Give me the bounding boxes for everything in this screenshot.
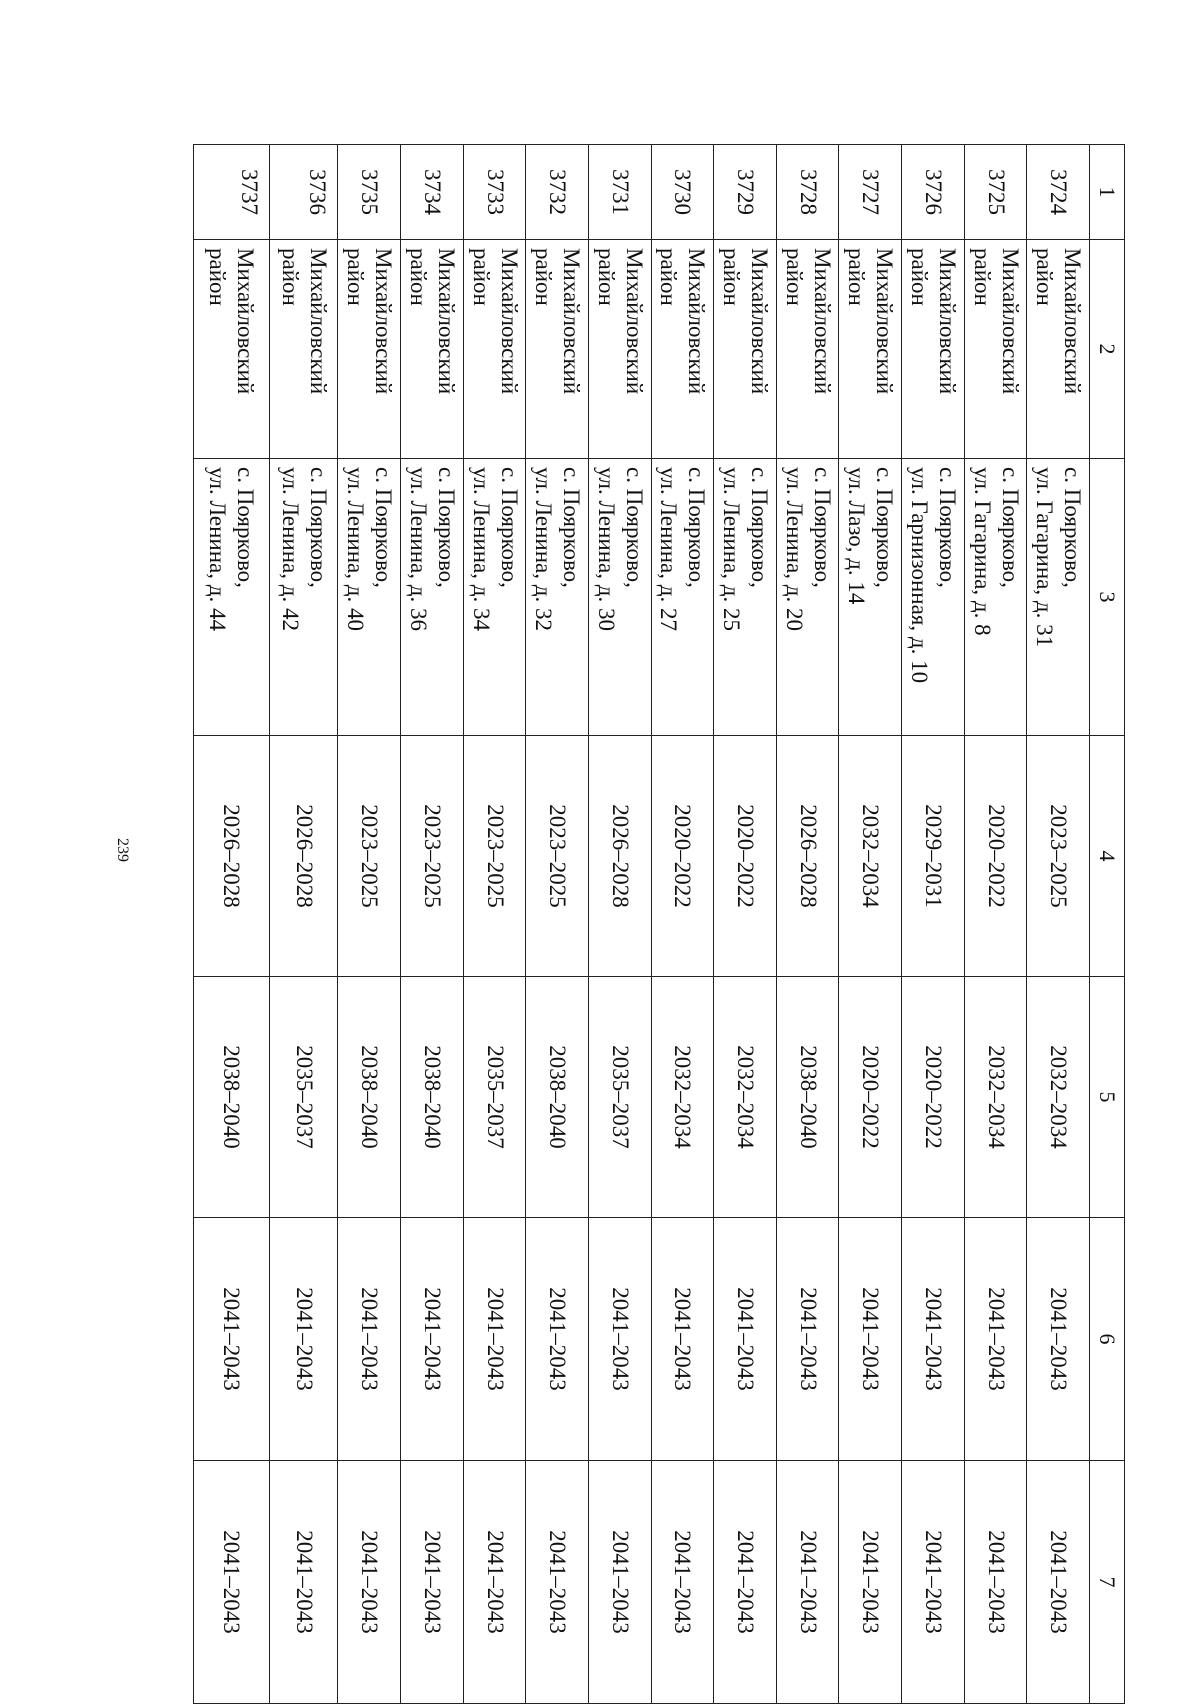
period-col-6-cell: 2041–2043	[1027, 1218, 1090, 1461]
district-line: Михайловский	[496, 248, 522, 395]
address-line: ул. Ленина, д. 44	[205, 467, 231, 631]
district-line: Михайловский	[934, 248, 960, 395]
address-line: ул. Ленина, д. 25	[719, 467, 745, 631]
district-cell	[194, 240, 270, 459]
table-row	[338, 145, 401, 1704]
row-number-cell: 3732	[526, 145, 589, 240]
address-line: ул. Ленина, д. 20	[781, 467, 807, 631]
district-line: район	[656, 248, 682, 306]
period-col-6-cell: 2041–2043	[964, 1218, 1027, 1461]
address-cell	[194, 459, 270, 736]
period-col-5-cell: 2038–2040	[194, 977, 270, 1218]
address-line: с. Поярково,	[559, 467, 585, 588]
period-col-4-cell: 2026–2028	[589, 736, 652, 977]
table-row	[902, 145, 965, 1704]
district-cell	[401, 240, 464, 459]
address-cell	[776, 459, 839, 736]
table-row	[589, 145, 652, 1704]
header-col-7: 7	[1090, 1461, 1125, 1704]
district-line: район	[405, 248, 431, 306]
address-line: ул. Ленина, д. 42	[277, 467, 303, 631]
table-row	[269, 145, 338, 1704]
address-line: ул. Ленина, д. 34	[468, 467, 494, 631]
district-line: Михайловский	[233, 248, 259, 395]
table-header	[1090, 145, 1125, 1704]
row-number-cell: 3725	[964, 145, 1027, 240]
period-col-7-cell: 2041–2043	[776, 1461, 839, 1704]
period-col-7-cell: 2041–2043	[401, 1461, 464, 1704]
district-line: район	[719, 248, 745, 306]
address-line: ул. Ленина, д. 27	[656, 467, 682, 631]
period-col-6-cell: 2041–2043	[714, 1218, 777, 1461]
period-col-6-cell: 2041–2043	[839, 1218, 902, 1461]
row-number-cell: 3731	[589, 145, 652, 240]
period-col-6-cell: 2041–2043	[194, 1218, 270, 1461]
page-number: 239	[114, 838, 131, 862]
table-row	[463, 145, 526, 1704]
period-col-7-cell: 2041–2043	[964, 1461, 1027, 1704]
address-line: с. Поярково,	[684, 467, 710, 588]
table-row	[401, 145, 464, 1704]
address-line: ул. Ленина, д. 32	[531, 467, 557, 631]
district-line: район	[343, 248, 369, 306]
district-line: Михайловский	[371, 248, 397, 395]
row-number-cell: 3724	[1027, 145, 1090, 240]
period-col-7-cell: 2041–2043	[902, 1461, 965, 1704]
period-col-7-cell: 2041–2043	[194, 1461, 270, 1704]
district-cell	[714, 240, 777, 459]
address-cell	[401, 459, 464, 736]
period-col-7-cell: 2041–2043	[269, 1461, 338, 1704]
period-col-4-cell: 2023–2025	[1027, 736, 1090, 977]
district-cell	[776, 240, 839, 459]
district-line: район	[844, 248, 870, 306]
registry-table-container	[193, 144, 1125, 1634]
period-col-6-cell: 2041–2043	[526, 1218, 589, 1461]
period-col-4-cell: 2026–2028	[269, 736, 338, 977]
period-col-4-cell: 2032–2034	[839, 736, 902, 977]
row-number-cell: 3727	[839, 145, 902, 240]
address-line: с. Поярково,	[747, 467, 773, 588]
period-col-5-cell: 2038–2040	[526, 977, 589, 1218]
address-line: с. Поярково,	[233, 467, 259, 588]
address-cell	[526, 459, 589, 736]
period-col-5-cell: 2038–2040	[338, 977, 401, 1218]
period-col-5-cell: 2035–2037	[589, 977, 652, 1218]
table-row	[839, 145, 902, 1704]
district-line: район	[1032, 248, 1058, 306]
period-col-6-cell: 2041–2043	[463, 1218, 526, 1461]
row-number-cell: 3734	[401, 145, 464, 240]
district-line: Михайловский	[559, 248, 585, 395]
address-cell	[714, 459, 777, 736]
period-col-5-cell: 2020–2022	[902, 977, 965, 1218]
address-cell	[269, 459, 338, 736]
period-col-4-cell: 2020–2022	[651, 736, 714, 977]
district-line: Михайловский	[872, 248, 898, 395]
table-row	[651, 145, 714, 1704]
row-number-cell: 3730	[651, 145, 714, 240]
period-col-6-cell: 2041–2043	[338, 1218, 401, 1461]
table-body	[194, 145, 1090, 1704]
period-col-4-cell: 2023–2025	[401, 736, 464, 977]
table-row	[964, 145, 1027, 1704]
table-row	[776, 145, 839, 1704]
address-cell	[902, 459, 965, 736]
address-line: с. Поярково,	[997, 467, 1023, 588]
period-col-4-cell: 2026–2028	[776, 736, 839, 977]
period-col-7-cell: 2041–2043	[1027, 1461, 1090, 1704]
period-col-5-cell: 2038–2040	[776, 977, 839, 1218]
district-cell	[526, 240, 589, 459]
period-col-5-cell: 2032–2034	[714, 977, 777, 1218]
period-col-5-cell: 2038–2040	[401, 977, 464, 1218]
row-number-cell: 3733	[463, 145, 526, 240]
address-line: с. Поярково,	[305, 467, 331, 588]
district-line: Михайловский	[684, 248, 710, 395]
header-col-4: 4	[1090, 736, 1125, 977]
address-line: с. Поярково,	[496, 467, 522, 588]
address-line: ул. Гагарина, д. 8	[969, 467, 995, 636]
period-col-4-cell: 2023–2025	[338, 736, 401, 977]
district-line: район	[781, 248, 807, 306]
period-col-6-cell: 2041–2043	[651, 1218, 714, 1461]
district-line: Михайловский	[1060, 248, 1086, 395]
district-line: Михайловский	[809, 248, 835, 395]
district-line: Михайловский	[621, 248, 647, 395]
period-col-4-cell: 2023–2025	[526, 736, 589, 977]
period-col-5-cell: 2032–2034	[651, 977, 714, 1218]
address-line: ул. Гагарина, д. 31	[1032, 467, 1058, 648]
district-cell	[269, 240, 338, 459]
district-line: район	[969, 248, 995, 306]
period-col-4-cell: 2029–2031	[902, 736, 965, 977]
period-col-4-cell: 2023–2025	[463, 736, 526, 977]
row-number-cell: 3736	[269, 145, 338, 240]
district-cell	[1027, 240, 1090, 459]
district-line: Михайловский	[433, 248, 459, 395]
district-cell	[463, 240, 526, 459]
period-col-5-cell: 2020–2022	[839, 977, 902, 1218]
district-cell	[964, 240, 1027, 459]
address-line: ул. Ленина, д. 30	[593, 467, 619, 631]
address-line: ул. Гарнизонная, д. 10	[906, 467, 932, 684]
row-number-cell: 3726	[902, 145, 965, 240]
address-cell	[1027, 459, 1090, 736]
address-line: с. Поярково,	[433, 467, 459, 588]
period-col-7-cell: 2041–2043	[589, 1461, 652, 1704]
district-line: район	[468, 248, 494, 306]
period-col-6-cell: 2041–2043	[776, 1218, 839, 1461]
address-cell	[589, 459, 652, 736]
period-col-6-cell: 2041–2043	[902, 1218, 965, 1461]
table-row	[194, 145, 270, 1704]
period-col-4-cell: 2026–2028	[194, 736, 270, 977]
district-cell	[651, 240, 714, 459]
header-col-6: 6	[1090, 1218, 1125, 1461]
address-line: с. Поярково,	[1060, 467, 1086, 588]
period-col-4-cell: 2020–2022	[964, 736, 1027, 977]
address-line: ул. Ленина, д. 36	[405, 467, 431, 631]
period-col-5-cell: 2032–2034	[964, 977, 1027, 1218]
header-col-3: 3	[1090, 459, 1125, 736]
row-number-cell: 3737	[194, 145, 270, 240]
registry-table	[193, 144, 1125, 1704]
address-cell	[338, 459, 401, 736]
district-line: Михайловский	[305, 248, 331, 395]
row-number-cell: 3728	[776, 145, 839, 240]
period-col-7-cell: 2041–2043	[526, 1461, 589, 1704]
table-row	[526, 145, 589, 1704]
district-cell	[839, 240, 902, 459]
district-line: Михайловский	[747, 248, 773, 395]
period-col-5-cell: 2032–2034	[1027, 977, 1090, 1218]
address-cell	[964, 459, 1027, 736]
row-number-cell: 3735	[338, 145, 401, 240]
district-cell	[338, 240, 401, 459]
period-col-5-cell: 2035–2037	[463, 977, 526, 1218]
address-line: с. Поярково,	[872, 467, 898, 588]
table-row	[1027, 145, 1090, 1704]
address-line: ул. Ленина, д. 40	[343, 467, 369, 631]
district-line: район	[906, 248, 932, 306]
period-col-5-cell: 2035–2037	[269, 977, 338, 1218]
district-cell	[589, 240, 652, 459]
district-line: район	[531, 248, 557, 306]
address-cell	[839, 459, 902, 736]
period-col-6-cell: 2041–2043	[589, 1218, 652, 1461]
district-line: район	[205, 248, 231, 306]
period-col-7-cell: 2041–2043	[338, 1461, 401, 1704]
period-col-6-cell: 2041–2043	[269, 1218, 338, 1461]
address-line: с. Поярково,	[371, 467, 397, 588]
header-col-5: 5	[1090, 977, 1125, 1218]
header-row	[1090, 145, 1125, 1704]
table-row	[714, 145, 777, 1704]
district-cell	[902, 240, 965, 459]
header-col-1: 1	[1090, 145, 1125, 240]
period-col-6-cell: 2041–2043	[401, 1218, 464, 1461]
address-cell	[463, 459, 526, 736]
district-line: район	[277, 248, 303, 306]
period-col-7-cell: 2041–2043	[714, 1461, 777, 1704]
district-line: район	[593, 248, 619, 306]
district-line: Михайловский	[997, 248, 1023, 395]
address-line: с. Поярково,	[621, 467, 647, 588]
address-line: ул. Лазо, д. 14	[844, 467, 870, 605]
period-col-4-cell: 2020–2022	[714, 736, 777, 977]
address-line: с. Поярково,	[934, 467, 960, 588]
period-col-7-cell: 2041–2043	[463, 1461, 526, 1704]
period-col-7-cell: 2041–2043	[839, 1461, 902, 1704]
address-cell	[651, 459, 714, 736]
row-number-cell: 3729	[714, 145, 777, 240]
address-line: с. Поярково,	[809, 467, 835, 588]
header-col-2: 2	[1090, 240, 1125, 459]
period-col-7-cell: 2041–2043	[651, 1461, 714, 1704]
